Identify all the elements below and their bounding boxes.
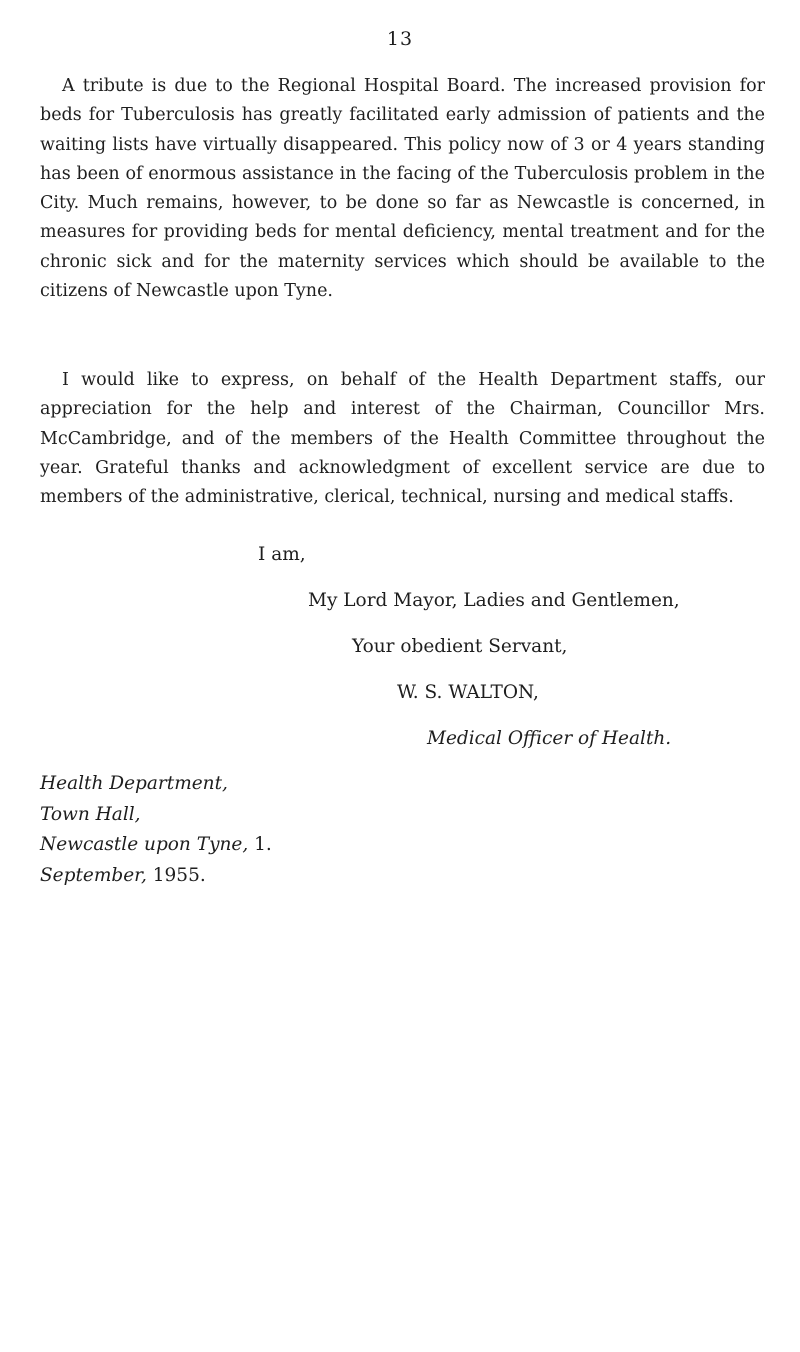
address-date-day: 1. bbox=[248, 834, 272, 855]
paragraph-regional-hospital-board: A tribute is due to the Regional Hospital Board. The increased provision for beds for Tuberculosis has greatly facilitated early admission of patients and the waiting lists have virtually disappeared. This policy now of 3 or 4 years standing has been of enormous assistance in the facing of the Tuberculosis problem in the City. Much remains, however, to be done so far as Newcastle is concerned, in measures for providing beds for mental deficiency, mental treatment and for the chronic sick and for the maternity services which should be available to the citizens of Newcastle upon Tyne. bbox=[40, 76, 765, 302]
page-number: 13 bbox=[386, 28, 414, 50]
sender-address bbox=[40, 769, 272, 891]
address-date-month: September, bbox=[40, 864, 147, 886]
closing-servant: Your obedient Servant, bbox=[352, 636, 568, 657]
address-building: Town Hall, bbox=[40, 803, 141, 825]
address-city: Newcastle upon Tyne, bbox=[40, 834, 249, 855]
address-date-year: 1955. bbox=[146, 864, 206, 886]
closing-salutation: My Lord Mayor, Ladies and Gentlemen, bbox=[308, 590, 680, 611]
address-date-line bbox=[40, 861, 272, 892]
signatory-name: W. S. WALTON, bbox=[397, 682, 539, 703]
address-city-line bbox=[40, 830, 272, 861]
signatory-title: Medical Officer of Health. bbox=[427, 728, 672, 749]
closing-i-am: I am, bbox=[258, 544, 306, 565]
address-department: Health Department, bbox=[40, 773, 228, 794]
paragraph-acknowledgements: I would like to express, on behalf of the Health Department staffs, our appreciation for the help and interest of the Chairman, Councillor Mrs. McCambridge, and of the members of the Health Committee throughout the year. Grateful thanks and acknowledgment of excellent service are due to members of the administrative, clerical, technical, nursing and medical staffs. bbox=[40, 370, 765, 508]
